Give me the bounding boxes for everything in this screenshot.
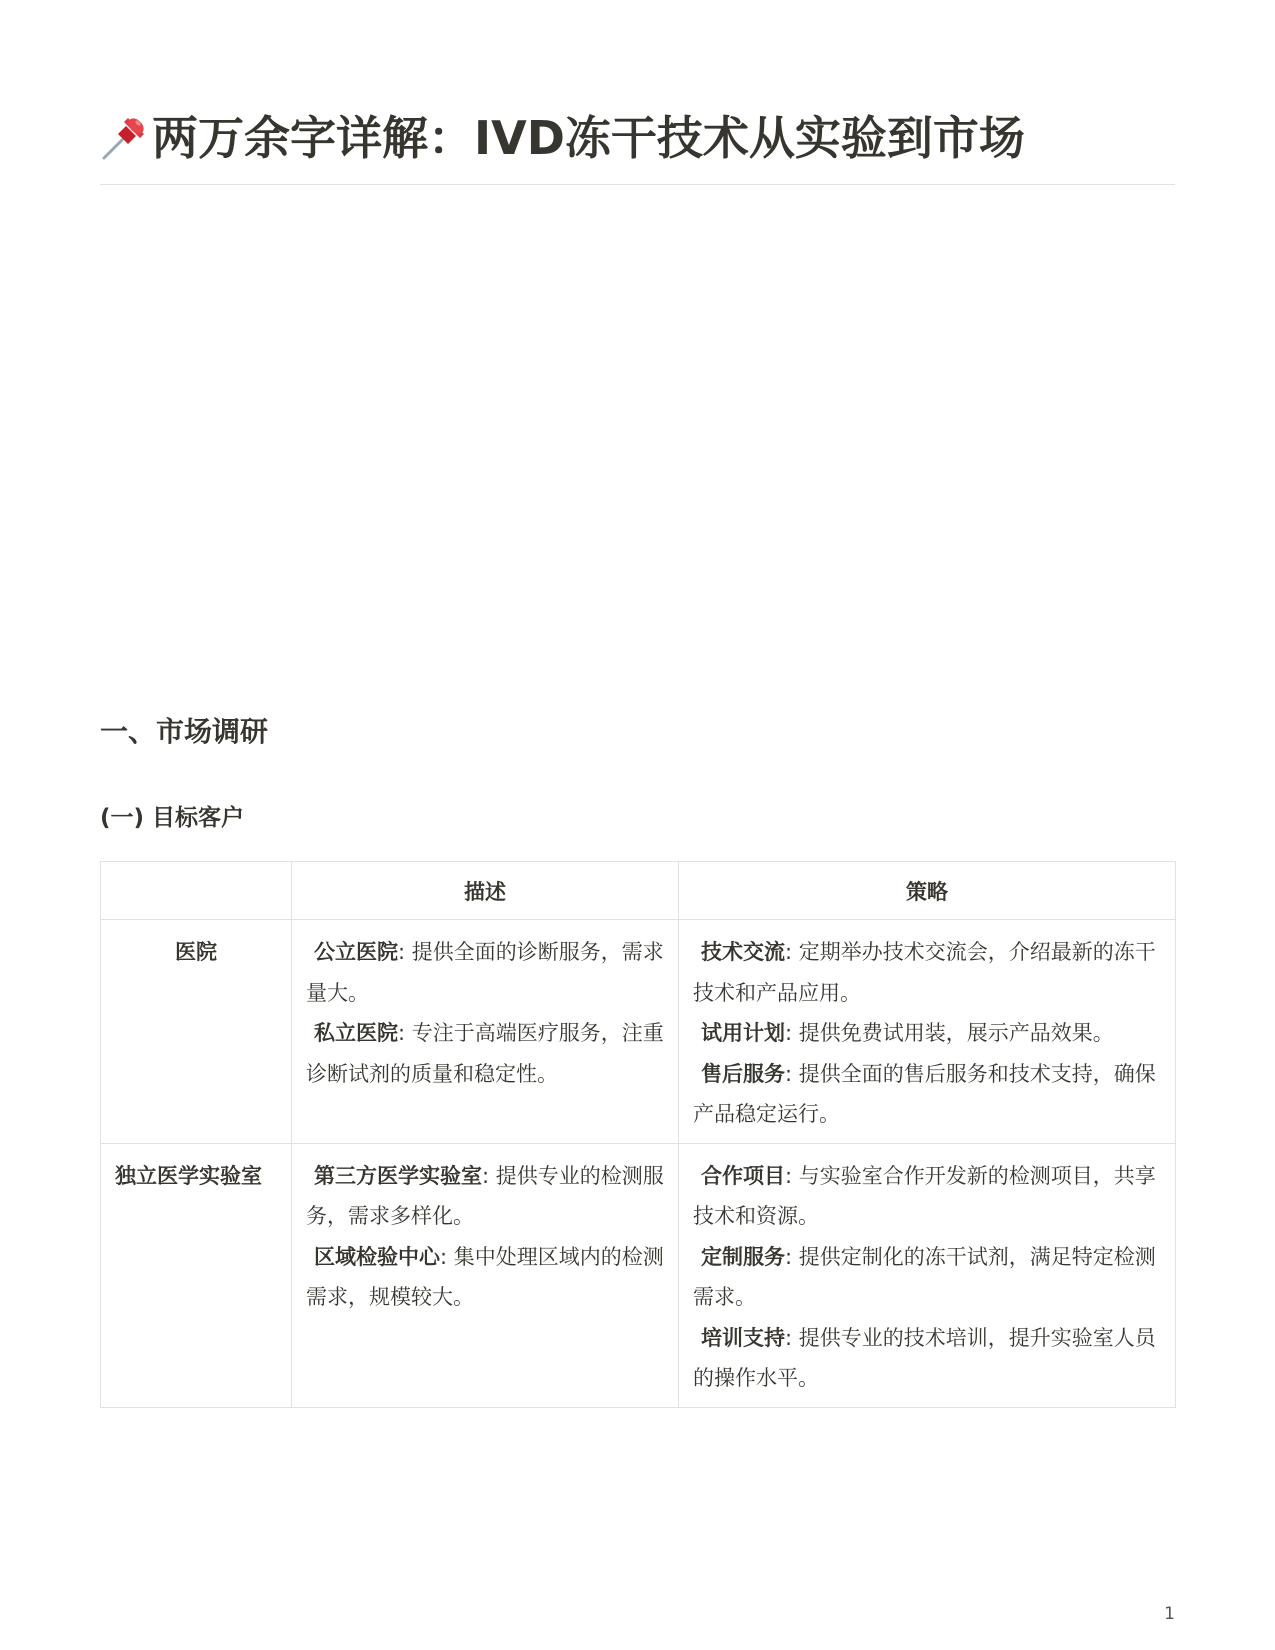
page-number: 1 (1164, 1604, 1175, 1624)
page-title (100, 108, 1175, 168)
strategy-entry (693, 1237, 1161, 1318)
entry-term: 售后服务 (701, 1061, 785, 1086)
entry-term: 区域检验中心 (314, 1244, 440, 1269)
entry-term: 私立医院 (314, 1021, 398, 1045)
entry-term: 公立医院 (314, 940, 398, 964)
strategy-entry (693, 932, 1161, 1013)
description-entry (306, 1237, 664, 1318)
entry-text: : 专注于高端医疗服务，注重诊断试剂的质量和稳定性。 (306, 1021, 664, 1086)
subsection-heading: (一) 目标客户 (100, 805, 245, 831)
section-heading: 一、市场调研 (100, 715, 269, 748)
entry-term: 试用计划 (701, 1021, 785, 1045)
table-row (101, 1143, 1176, 1407)
description-entry (306, 1156, 664, 1237)
entry-term: 技术交流 (701, 940, 785, 964)
table-header-description: 描述 (292, 862, 679, 920)
entry-term: 合作项目 (701, 1163, 785, 1188)
entry-text: : 提供专业的技术培训，提升实验室人员的操作水平。 (693, 1325, 1156, 1390)
entry-text: : 提供定制化的冻干试剂，满足特定检测需求。 (693, 1244, 1156, 1309)
entry-text: : 提供全面的诊断服务，需求量大。 (306, 940, 664, 1005)
strategy-entry (693, 1318, 1161, 1399)
entry-text: : 定期举办技术交流会，介绍最新的冻干技术和产品应用。 (693, 940, 1156, 1005)
table-row (101, 920, 1176, 1144)
description-entry (306, 932, 664, 1013)
entry-text: : 与实验室合作开发新的检测项目，共享技术和资源。 (693, 1163, 1156, 1228)
entry-text: : 提供全面的售后服务和技术支持，确保产品稳定运行。 (693, 1061, 1156, 1126)
strategy-entry (693, 1156, 1161, 1237)
pushpin-icon (100, 112, 150, 162)
row-label-hospital: 医院 (101, 920, 292, 1144)
strategy-cell (679, 920, 1176, 1144)
title-divider (100, 184, 1175, 185)
strategy-entry (693, 1054, 1161, 1135)
page-title-text: 两万余字详解：IVD冻干技术从实验到市场 (152, 111, 1025, 165)
table-header-strategy: 策略 (679, 862, 1176, 920)
row-label-independent-lab: 独立医学实验室 (101, 1143, 292, 1407)
description-cell (292, 920, 679, 1144)
entry-text: : 提供专业的检测服务，需求多样化。 (306, 1163, 664, 1228)
entry-text: : 提供免费试用装，展示产品效果。 (785, 1021, 1114, 1045)
target-customer-table (100, 861, 1175, 1408)
description-cell (292, 1143, 679, 1407)
table-header-row (101, 862, 1176, 920)
description-entry (306, 1013, 664, 1094)
entry-term: 定制服务 (701, 1244, 785, 1269)
entry-text: : 集中处理区域内的检测需求，规模较大。 (306, 1244, 664, 1309)
strategy-cell (679, 1143, 1176, 1407)
table-header-blank (101, 862, 292, 920)
entry-term: 第三方医学实验室 (314, 1163, 482, 1188)
strategy-entry (693, 1013, 1161, 1054)
entry-term: 培训支持 (701, 1325, 785, 1350)
